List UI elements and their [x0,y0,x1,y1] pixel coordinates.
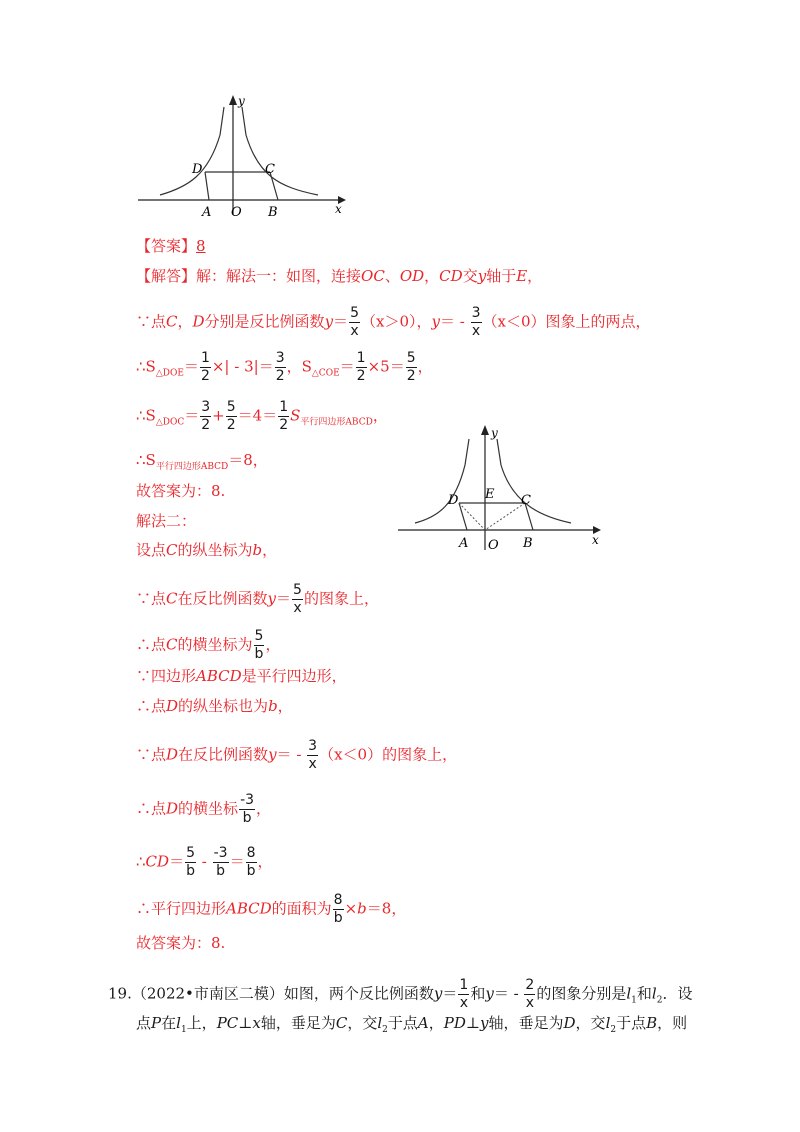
t: 分别是反比例函数 [204,312,325,331]
t: C [166,635,178,654]
t: y [480,1014,489,1032]
t: b [252,541,263,559]
t: x [293,600,302,616]
t: b [186,863,195,879]
t: ＝4＝ [237,406,278,425]
label-d: D [448,493,459,508]
t: D [166,745,179,764]
t: ， [177,312,193,331]
solution-line [136,266,542,286]
label-b: B [523,536,533,551]
t: ＝ - [493,984,524,1003]
t: 点 [136,1014,152,1032]
line-3 [136,305,651,340]
t: 2 [279,417,289,433]
t: B [646,1014,658,1032]
t: x [252,1014,261,1032]
t: 的横坐标 [178,799,239,818]
t: D [166,697,179,715]
y-axis-arrow [229,95,237,105]
frac [406,350,417,385]
label-y: y [491,426,498,440]
t: ， [417,357,433,376]
t: b [246,863,256,879]
q19-line-2 [136,1013,687,1040]
curve-right [497,439,571,523]
solution-intro: 解：解法一：如图，连接 [196,267,362,285]
t: ∵点 [136,745,167,764]
frac-3-x [471,305,482,340]
line-16 [136,845,273,880]
t: 的图象分别是 [536,984,627,1003]
t: 3 [308,738,318,754]
t: y [433,984,443,1003]
t: 平行四边形ABCD [300,417,373,428]
t: 19.（2022•市南区二模）如图，两个反比例函数 [108,984,434,1003]
t: 故答案为：8. [136,934,226,952]
text-mid: 交 [462,267,478,285]
label-o: O [231,205,242,220]
t: l [176,1014,181,1032]
line-7 [136,481,225,501]
t: ∴平行四边形 [136,899,227,918]
t: y [267,589,276,608]
t: 2 [201,417,211,433]
t: y [431,312,440,331]
answer-tag: 【答案】 [136,237,197,255]
t: b [242,810,252,826]
t: b [333,910,343,926]
t: 的横坐标为 [177,635,253,654]
frac [356,350,367,385]
t: S [290,406,301,425]
text-cd: CD [439,267,463,285]
t: 轴，垂足为 [260,1014,336,1032]
line-6 [136,450,268,477]
t: x [350,323,359,339]
t: 2 [525,977,535,993]
t: 1 [631,995,637,1006]
t: l [651,984,657,1003]
t: 3 [201,399,211,415]
frac [524,977,535,1012]
t: ＝8， [228,451,268,469]
label-x: x [335,202,342,216]
t: x [308,756,317,772]
text-sep1: 、 [384,267,400,285]
t: 1 [279,399,289,415]
t: PD [443,1014,466,1032]
t: △DOC [155,417,185,428]
label-y: y [238,95,245,108]
t: ∴点 [136,697,167,715]
t: 8 [246,845,256,861]
t: y [268,745,277,764]
t: 1 [356,350,366,366]
t: ＝ [169,852,185,871]
t: x [471,323,481,339]
t: 5 [406,350,416,366]
t: y [324,312,334,331]
t: l [605,1014,611,1032]
text-sep2: ， [424,267,440,285]
t: ∵四边形 [136,667,197,685]
label-c: C [521,493,531,508]
t: （x＞0）， [360,312,432,331]
text-end: ， [527,267,543,285]
t: 的纵坐标也为 [178,697,269,715]
t: D [192,312,205,331]
text-od: OD [399,267,425,285]
t: A [417,1014,429,1032]
t: ＝ [184,406,200,425]
t: 是平行四边形， [241,667,347,685]
t: ， [257,852,273,871]
t: ∴点 [136,635,167,654]
t: PC [216,1014,239,1032]
t: 1 [200,350,210,366]
text-e: E [516,267,528,285]
t: b [254,646,264,662]
t: ×| - 3|＝ [211,357,274,376]
frac [278,399,289,434]
t: 2 [275,368,285,384]
t: ×5＝ [367,357,405,376]
t: 2 [406,368,416,384]
t: ．设 [662,984,693,1003]
t: 故答案为：8. [136,482,226,500]
line-10 [136,582,379,617]
t: ， [262,541,278,559]
frac [246,845,257,880]
t: ， [265,635,281,654]
t: ⊥ [465,1014,481,1032]
line-14 [136,738,457,773]
t: 在 [161,1014,177,1032]
t: 平行四边形ABCD [155,462,229,472]
t: 轴，垂足为 [488,1014,564,1032]
t: 设点 [136,541,167,559]
t: 的纵坐标为 [177,541,253,559]
frac [307,738,318,773]
line-11 [136,628,280,663]
t: x [459,995,468,1011]
graph-2 [393,425,608,555]
t: 解法二： [136,512,197,530]
t: D [563,1014,576,1032]
t: 5 [350,305,359,321]
frac [239,792,255,827]
t: l [377,1014,383,1032]
frac [275,350,286,385]
line-8 [136,511,196,531]
t: ⊥ [238,1014,253,1032]
label-e: E [485,487,495,502]
solution-tag: 【解答】 [136,267,197,285]
line-4 [136,350,433,385]
t: CD [145,852,170,871]
frac [200,350,211,385]
y-axis-arrow [481,425,489,435]
segment-co [485,503,525,530]
t: ABCD [226,899,272,918]
t: ， [256,799,272,818]
t: × [344,899,358,918]
t: ， [428,1014,444,1032]
label-c: C [265,162,275,177]
label-b: B [268,205,278,220]
t: △COE [311,368,340,379]
t: 和 [636,984,652,1003]
frac [185,845,196,880]
t: 在反比例函数 [177,589,268,608]
t: △DOE [155,368,184,379]
t: l [626,984,632,1003]
t: 2 [382,1025,388,1035]
t: C [335,1014,348,1032]
t: 2 [610,1025,617,1035]
t: ∵点 [136,589,167,608]
label-a: A [459,536,469,551]
t: ，交 [347,1014,378,1032]
label-o: O [488,538,499,553]
text-y: y [477,267,487,285]
t: b [357,899,367,918]
t: 5 [186,845,195,861]
t: 1 [459,977,469,993]
t: ∴S [136,451,156,469]
t: ， [277,697,293,715]
label-x: x [592,533,599,547]
t: C [166,541,178,559]
t: ＝ [333,312,349,331]
frac [213,845,229,880]
t: ＝ [339,357,355,376]
q19-line-1 [108,977,692,1012]
label-d: D [192,162,203,177]
t: （x＜0）的图象上， [319,745,458,764]
t: 2 [656,995,663,1006]
line-12 [136,666,347,686]
frac-5-x [349,305,360,340]
line-5 [136,399,388,434]
t: 5 [254,628,264,644]
t: P [151,1014,162,1032]
t: ， [372,406,388,425]
t: ，交 [575,1014,606,1032]
t: ∴ [136,852,146,871]
t: 1 [180,1025,187,1035]
t: y [485,984,494,1003]
t: 3 [471,305,481,321]
frac [333,892,344,927]
t: ＝ [183,357,199,376]
t: ，S [286,357,312,376]
answer-line [136,236,206,256]
text-tail: 轴于 [486,267,517,285]
t: ∴S [136,406,156,425]
t: 2 [226,417,236,433]
t: -3 [213,845,228,861]
t: 和 [470,984,486,1003]
t: b [216,863,226,879]
t: D [166,799,179,818]
t: 上， [186,1014,217,1032]
t: ∵点 [136,312,167,331]
line-9 [136,540,277,560]
t: 2 [356,368,366,384]
t: b [268,697,278,715]
t: ，则 [657,1014,688,1032]
t: -3 [240,792,255,808]
t: 的面积为 [271,899,332,918]
segment-da [205,172,209,200]
t: 于点 [616,1014,647,1032]
graph-1 [138,95,358,220]
frac [458,977,469,1012]
t: ABCD [196,667,242,685]
t: 3 [275,350,285,366]
t: ＝8， [366,899,407,918]
t: + [212,406,225,425]
frac [292,582,303,617]
t: x [525,995,535,1011]
t: 5 [293,582,302,598]
frac [226,399,237,434]
t: 在反比例函数 [178,745,269,764]
t: ∴S [136,357,156,376]
text-oc: OC [361,267,385,285]
t: （x＜0）图象上的两点， [482,312,651,331]
line-18 [136,933,225,953]
t: C [166,312,178,331]
t: ＝ - [439,312,470,331]
label-a: A [202,205,212,220]
t: 5 [226,399,236,415]
curve-left [160,107,224,195]
t: 于点 [387,1014,418,1032]
t: 8 [333,892,343,908]
t: ＝ - [276,745,307,764]
line-17 [136,892,406,927]
frac [200,399,211,434]
answer-value: 8 [196,237,206,255]
line-13 [136,696,293,716]
t: ＝ [229,852,245,871]
t: 2 [200,368,210,384]
frac [254,628,265,663]
curve-right [242,107,318,195]
t: ∴点 [136,799,167,818]
t: 的图象上， [303,589,379,608]
t: C [166,589,178,608]
t: ＝ [276,589,292,608]
t: - [197,852,212,871]
t: ＝ [442,984,458,1003]
line-15 [136,792,271,827]
